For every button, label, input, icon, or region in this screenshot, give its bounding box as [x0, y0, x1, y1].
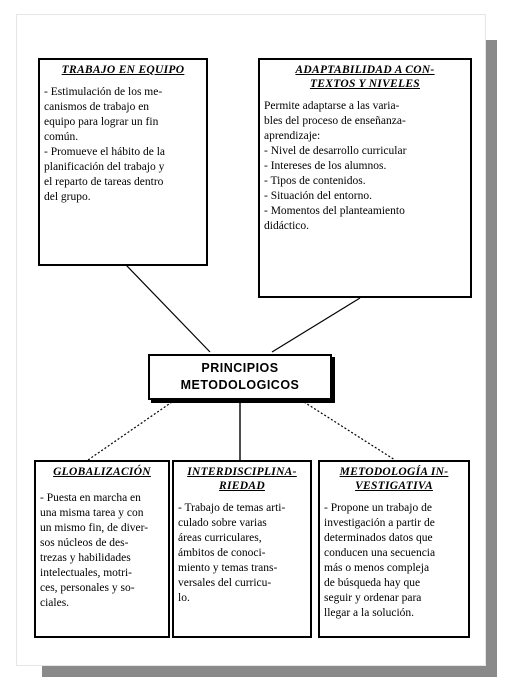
body-line: - Promueve el hábito de la — [44, 146, 166, 158]
body-line: un mismo fin, de diver- — [40, 522, 149, 534]
box-body — [40, 491, 164, 611]
body-line: sos núcleos de des- — [40, 537, 129, 549]
body-line: llegar a la solución. — [324, 607, 415, 619]
connector-metodologia — [304, 402, 395, 460]
box-body — [324, 501, 464, 621]
title-line: RIEDAD — [219, 480, 265, 492]
body-line: más o menos compleja — [324, 562, 430, 574]
connector-adaptabilidad — [272, 298, 360, 352]
central-title-line: PRINCIPIOS — [201, 361, 279, 375]
body-line: el reparto de tareas dentro — [44, 176, 164, 188]
body-line: miento y temas trans- — [178, 562, 278, 574]
connector-trabajo — [126, 265, 210, 352]
body-line: lo. — [178, 592, 190, 604]
box-body — [178, 501, 306, 606]
body-line: equipo para lograr un fin — [44, 116, 159, 128]
body-line: Permite adaptarse a las varia- — [264, 100, 400, 112]
body-line: canismos de trabajo en — [44, 101, 150, 113]
central-title-line: METODOLOGICOS — [180, 378, 300, 392]
box-title — [178, 465, 306, 493]
body-line: ámbitos de conoci- — [178, 547, 266, 559]
body-line: ces, personales y so- — [40, 582, 135, 594]
box-globalizacion — [34, 460, 170, 638]
title-line: VESTIGATIVA — [355, 480, 433, 492]
box-body — [264, 99, 466, 234]
body-line: - Momentos del planteamiento — [264, 205, 405, 217]
body-line: planificación del trabajo y — [44, 161, 165, 173]
body-line: - Intereses de los alumnos. — [264, 160, 387, 172]
box-title — [324, 465, 464, 493]
box-title: GLOBALIZACIÓN — [53, 466, 151, 478]
title-line: TEXTOS Y NIVELES — [309, 78, 421, 90]
body-line: áreas curriculares, — [178, 532, 262, 544]
box-title: TRABAJO EN EQUIPO — [61, 64, 185, 76]
box-interdisciplinariedad — [172, 460, 312, 638]
body-line: una misma tarea y con — [40, 507, 144, 519]
body-line: determinados datos que — [324, 532, 433, 544]
box-adaptabilidad — [258, 58, 472, 298]
body-line: investigación a partir de — [324, 517, 435, 529]
body-line: de búsqueda hay que — [324, 577, 421, 589]
body-line: culado sobre varias — [178, 517, 267, 529]
title-line: ADAPTABILIDAD A CON- — [295, 64, 435, 76]
box-body — [44, 85, 202, 205]
box-trabajo-en-equipo — [38, 58, 208, 266]
body-line: aprendizaje: — [264, 130, 321, 142]
body-line: - Trabajo de temas arti- — [178, 502, 286, 514]
box-metodologia-investigativa — [318, 460, 470, 638]
body-line: - Situación del entorno. — [264, 190, 372, 202]
body-line: intelectuales, motri- — [40, 567, 132, 579]
body-line: conducen una secuencia — [324, 547, 436, 559]
body-line: común. — [44, 131, 79, 143]
body-line: - Nivel de desarrollo curricular — [264, 145, 407, 157]
body-line: seguir y ordenar para — [324, 592, 422, 604]
box-title — [264, 63, 466, 91]
body-line: - Propone un trabajo de — [324, 502, 432, 514]
body-line: del grupo. — [44, 191, 91, 203]
title-line: INTERDISCIPLINA- — [187, 466, 297, 478]
title-line: METODOLOGÍA IN- — [339, 466, 449, 478]
body-line: - Puesta en marcha en — [40, 492, 141, 504]
body-line: didáctico. — [264, 220, 310, 232]
body-line: versales del curricu- — [178, 577, 272, 589]
central-concept-box — [148, 354, 332, 400]
body-line: trezas y habilidades — [40, 552, 131, 564]
body-line: - Tipos de contenidos. — [264, 175, 366, 187]
body-line: - Estimulación de los me- — [44, 86, 163, 98]
body-line: ciales. — [40, 597, 70, 609]
connector-globalizacion — [88, 402, 172, 460]
body-line: bles del proceso de enseñanza- — [264, 115, 406, 127]
